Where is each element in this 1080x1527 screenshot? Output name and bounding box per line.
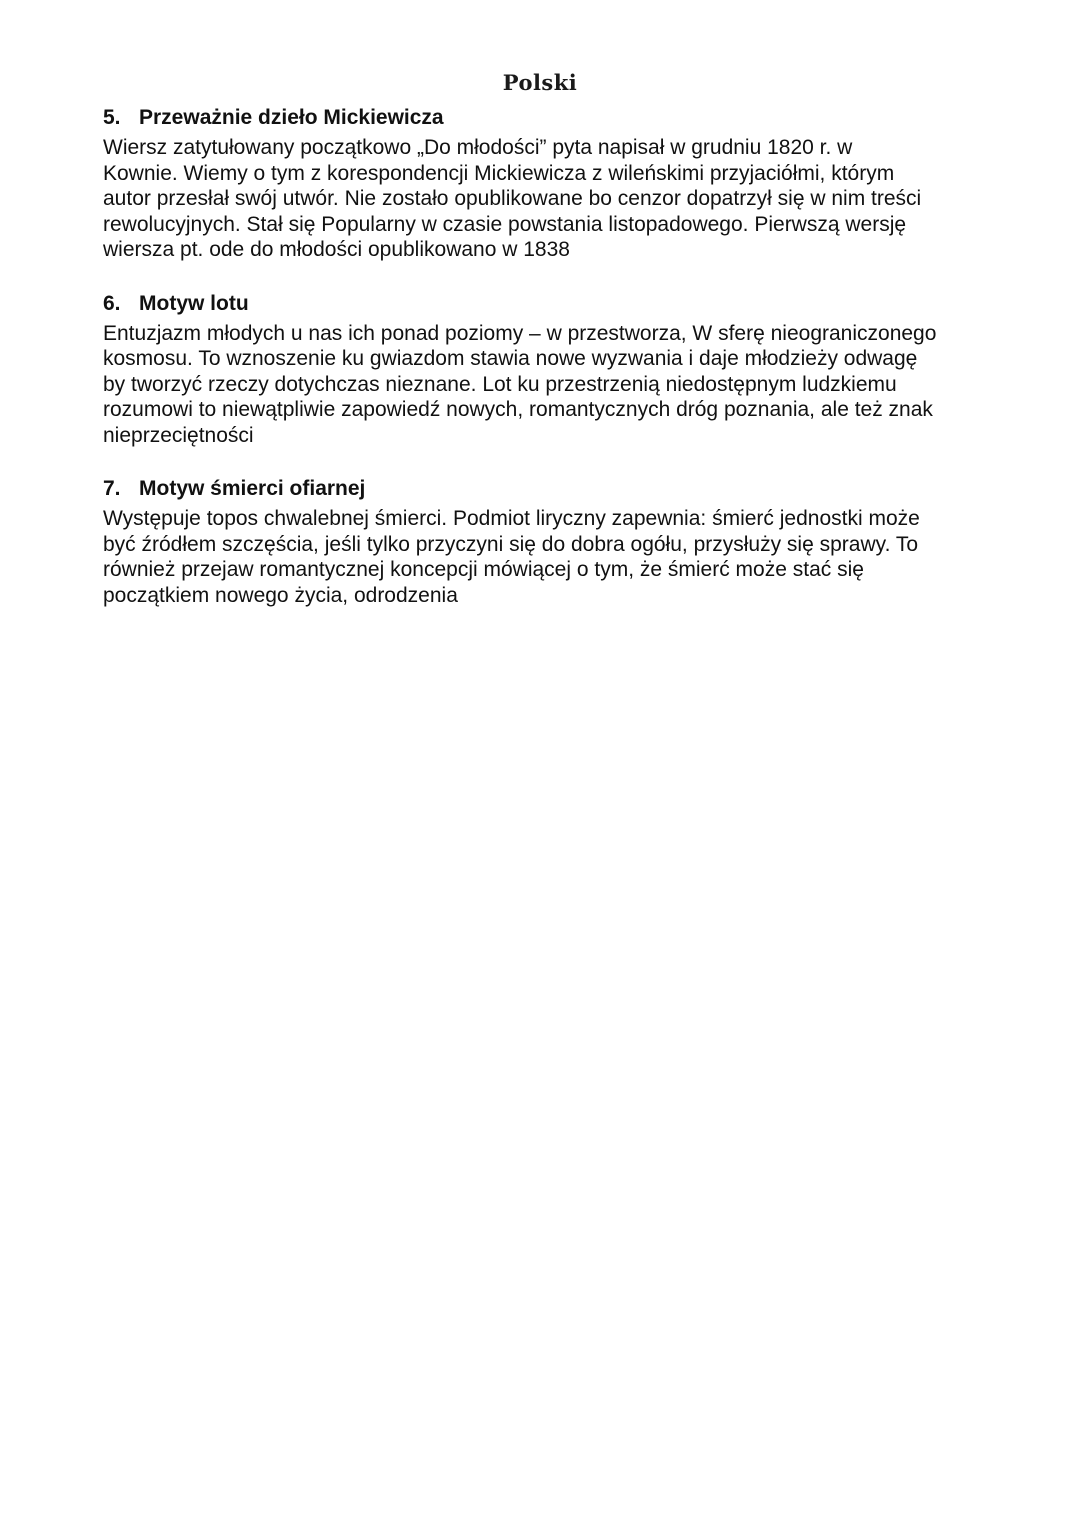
- page-title: Polski: [502, 70, 578, 95]
- paragraph-line: rozumowi to niewątpliwie zapowiedź nowych, romantycznych dróg poznania, ale też znak: [103, 398, 933, 421]
- paragraph-line: Entuzjazm młodych u nas ich ponad poziomy – w przestworza, W sferę nieograniczonego: [103, 321, 937, 345]
- paragraph-line: Występuje topos chwalebnej śmierci. Podmiot liryczny zapewnia: śmierć jednostki może: [103, 507, 920, 530]
- paragraph-line: Kownie. Wiemy o tym z korespondencji Mickiewicza z wileńskimi przyjaciółmi, którym: [103, 161, 895, 185]
- section-heading: [103, 474, 983, 504]
- section-number: 6.: [103, 291, 121, 315]
- section-paragraph: [103, 321, 983, 449]
- section-title: Przeważnie dzieło Mickiewicza: [139, 106, 444, 129]
- section-title: Motyw lotu: [139, 291, 249, 315]
- paragraph-line: być źródłem szczęścia, jeśli tylko przyczyni się do dobra ogółu, przysłuży się sprawy. To: [103, 532, 919, 556]
- section-6: [103, 289, 983, 449]
- section-number: 7.: [103, 477, 121, 500]
- section-5: [103, 103, 983, 263]
- document-body: [103, 103, 983, 608]
- paragraph-line: autor przesłał swój utwór. Nie zostało opublikowane bo cenzor dopatrzył się w nim treści: [103, 187, 922, 210]
- section-number: 5.: [103, 106, 121, 129]
- section-title: Motyw śmierci ofiarnej: [139, 477, 366, 500]
- paragraph-line: Wiersz zatytułowany początkowo „Do młodości” pyta napisał w grudniu 1820 r. w: [103, 136, 853, 159]
- section-paragraph: [103, 506, 983, 608]
- paragraph-line: by tworzyć rzeczy dotychczas nieznane. Lot ku przestrzenią niedostępnym ludzkiemu: [103, 372, 897, 396]
- section-paragraph: [103, 135, 983, 263]
- paragraph-line: początkiem nowego życia, odrodzenia: [103, 583, 458, 607]
- paragraph-line: nieprzeciętności: [103, 423, 254, 447]
- paragraph-line: kosmosu. To wznoszenie ku gwiazdom stawia nowe wyzwania i daje młodzieży odwagę: [103, 347, 918, 370]
- section-heading: [103, 289, 983, 319]
- section-7: [103, 474, 983, 608]
- paragraph-line: również przejaw romantycznej koncepcji mówiącej o tym, że śmierć może stać się: [103, 558, 864, 581]
- section-heading: [103, 103, 983, 133]
- paragraph-line: wiersza pt. ode do młodości opublikowano w 1838: [103, 238, 570, 261]
- paragraph-line: rewolucyjnych. Stał się Popularny w czasie powstania listopadowego. Pierwszą wersję: [103, 212, 907, 236]
